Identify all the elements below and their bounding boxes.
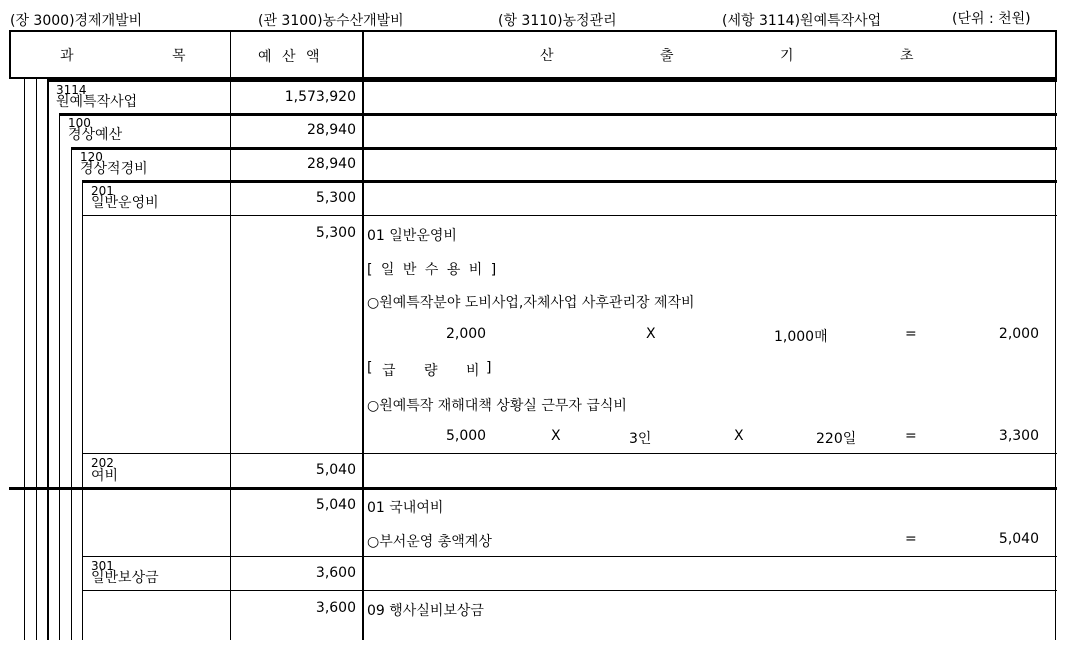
detail2-item: ○부서운영 총액계상 bbox=[367, 534, 492, 550]
detail3-border-top bbox=[82, 590, 1057, 591]
detail2-border-top bbox=[9, 487, 1057, 490]
col-basis-1: 산 bbox=[540, 48, 554, 64]
calc2-days: 220일 bbox=[816, 431, 857, 447]
header-hang: (항 3110)농정관리 bbox=[498, 13, 617, 29]
detail1-amount: 5,300 bbox=[315, 225, 356, 241]
tree-line-6 bbox=[82, 181, 83, 640]
divider-budget-basis bbox=[362, 30, 364, 640]
calc2-times-2: X bbox=[734, 428, 744, 444]
tree-line-1 bbox=[24, 79, 25, 640]
detail1-category-2-char2: 량 bbox=[424, 363, 438, 379]
row-border-202-top bbox=[82, 453, 1057, 454]
detail1-category-2-close: ] bbox=[486, 360, 492, 376]
calc1-unit-price: 2,000 bbox=[446, 326, 487, 342]
detail1-item-1: ○원예특작분야 도비사업,자체사업 사후관리장 제작비 bbox=[367, 295, 695, 311]
row-code-3114: 3114 bbox=[56, 83, 87, 97]
row-name-100: 경상예산 bbox=[68, 127, 123, 143]
tree-line-4 bbox=[59, 113, 60, 640]
row-border-100-top bbox=[59, 113, 1057, 116]
calc1-equals: = bbox=[905, 326, 917, 342]
row-amount-3114: 1,573,920 bbox=[284, 89, 356, 105]
divider-subject-budget bbox=[230, 30, 231, 640]
row-name-120: 경상적경비 bbox=[80, 161, 148, 177]
detail1-category-2-char3: 비 bbox=[466, 363, 480, 379]
col-budget: 예 산 액 bbox=[258, 49, 323, 65]
calc2-total: 3,300 bbox=[998, 428, 1039, 444]
row-amount-201: 5,300 bbox=[315, 190, 356, 206]
row-amount-202: 5,040 bbox=[315, 462, 356, 478]
row-code-301: 301 bbox=[91, 559, 114, 573]
row-code-120: 120 bbox=[80, 150, 103, 164]
tree-line-5 bbox=[71, 148, 72, 640]
detail2-title: 01 국내여비 bbox=[367, 500, 444, 516]
detail2-total: 5,040 bbox=[998, 531, 1039, 547]
detail1-title: 01 일반운영비 bbox=[367, 228, 457, 244]
detail3-amount: 3,600 bbox=[315, 600, 356, 616]
row-amount-100: 28,940 bbox=[307, 122, 356, 138]
detail2-equals: = bbox=[905, 531, 917, 547]
detail1-item-2: ○원예특작 재해대책 상황실 근무자 급식비 bbox=[367, 398, 627, 414]
calc2-times-1: X bbox=[551, 428, 561, 444]
calc1-quantity: 1,000매 bbox=[774, 329, 828, 345]
tree-line-3 bbox=[47, 79, 49, 640]
row-code-201: 201 bbox=[91, 184, 114, 198]
col-basis-4: 초 bbox=[900, 48, 914, 64]
row-name-201: 일반운영비 bbox=[91, 195, 159, 211]
detail1-category-2-open: [ bbox=[367, 360, 373, 376]
detail2-amount: 5,040 bbox=[315, 497, 356, 513]
row-amount-120: 28,940 bbox=[307, 156, 356, 172]
col-basis-2: 출 bbox=[660, 48, 674, 64]
detail1-border-top bbox=[82, 215, 1057, 216]
row-border-3114-top bbox=[47, 79, 1057, 82]
tree-line-2 bbox=[36, 79, 37, 640]
calc2-persons: 3인 bbox=[629, 431, 652, 447]
row-border-120-top bbox=[71, 147, 1057, 150]
calc2-equals: = bbox=[905, 428, 917, 444]
detail1-category-2-char1: 급 bbox=[382, 363, 396, 379]
header-jang: (장 3000)경제개발비 bbox=[10, 13, 143, 29]
header-sehang: (세항 3114)원예특작사업 bbox=[722, 13, 882, 29]
col-basis-3: 기 bbox=[780, 48, 794, 64]
row-amount-301: 3,600 bbox=[315, 565, 356, 581]
header-unit: (단위 : 천원) bbox=[952, 11, 1031, 27]
calc1-total: 2,000 bbox=[998, 326, 1039, 342]
row-name-202: 여비 bbox=[91, 468, 119, 484]
col-subject-left: 과 bbox=[60, 48, 74, 64]
header-gwan: (관 3100)농수산개발비 bbox=[258, 13, 404, 29]
col-subject-right: 목 bbox=[172, 48, 186, 64]
row-border-301-top bbox=[82, 556, 1057, 557]
detail3-title: 09 행사실비보상금 bbox=[367, 603, 484, 619]
row-name-301: 일반보상금 bbox=[91, 570, 159, 586]
calc1-times: X bbox=[646, 326, 656, 342]
detail1-category-1: [ 일 반 수 용 비 ] bbox=[367, 262, 499, 278]
row-code-202: 202 bbox=[91, 456, 114, 470]
row-name-3114: 원예특작사업 bbox=[56, 94, 138, 110]
calc2-unit-price: 5,000 bbox=[446, 428, 487, 444]
row-code-100: 100 bbox=[68, 116, 91, 130]
row-border-201-top bbox=[82, 180, 1057, 183]
